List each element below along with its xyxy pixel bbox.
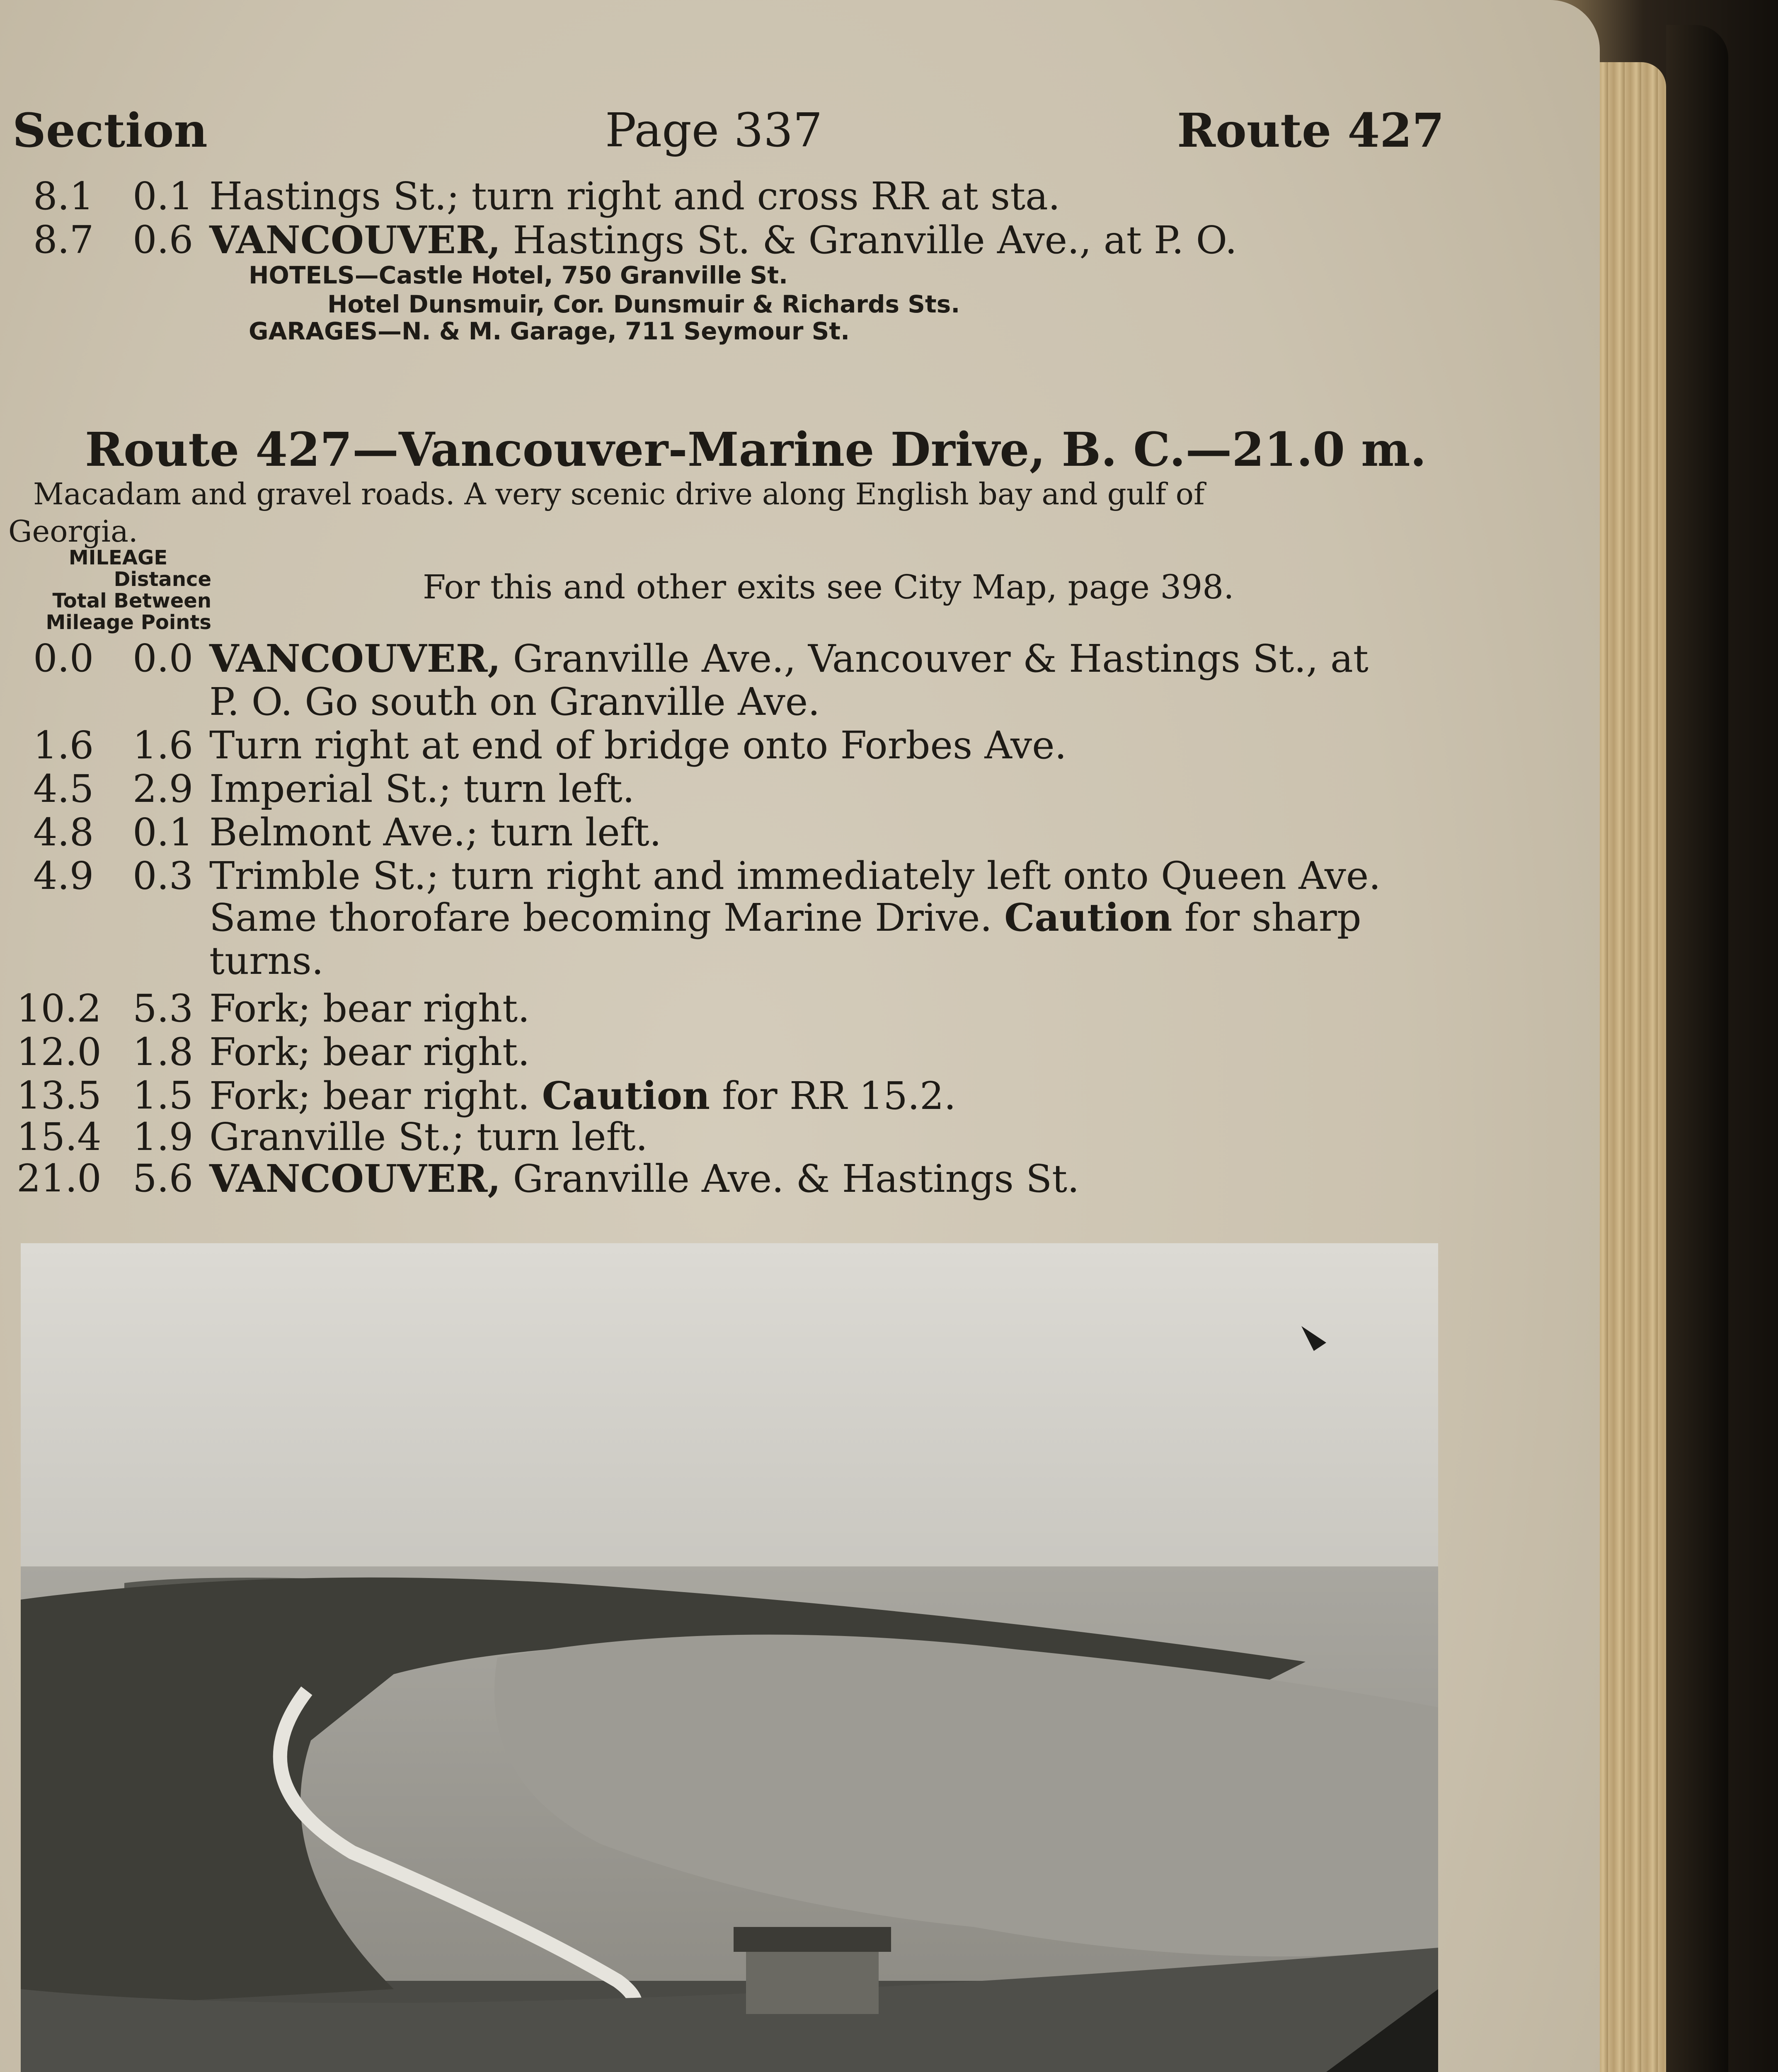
route-description: Macadam and gravel roads. A very scenic drive along English bay and gulf of <box>33 477 1205 511</box>
distance: 0.0 <box>133 636 194 680</box>
photo-illustration <box>21 1243 1438 2072</box>
distance: 0.1 <box>133 810 194 854</box>
direction-continuation: P. O. Go south on Granville Ave. <box>209 680 820 724</box>
place-name: VANCOUVER, <box>209 1156 501 1201</box>
direction-text: Fork; bear right. <box>209 986 530 1031</box>
distance: 5.3 <box>133 986 194 1031</box>
distance: 1.8 <box>133 1030 194 1074</box>
place-name: VANCOUVER, <box>209 636 501 681</box>
exits-note: For this and other exits see City Map, page 398. <box>423 568 1234 606</box>
mileage-label: MILEAGE <box>68 546 168 569</box>
direction-text <box>209 218 1237 262</box>
hotels-line: HOTELS—Castle Hotel, 750 Granville St. <box>249 261 788 289</box>
direction-text: Fork; bear right. <box>209 1030 530 1074</box>
caution-detail: for RR 15.2. <box>710 1074 956 1118</box>
direction-text: Trimble St.; turn right and immediately left onto Queen Ave. <box>209 854 1381 898</box>
direction-text: Imperial St.; turn left. <box>209 767 635 811</box>
total-mileage: 21.0 <box>17 1156 102 1201</box>
total-mileage: 8.1 <box>33 174 94 218</box>
place-name: VANCOUVER, <box>209 218 501 262</box>
total-between-label: Total Between <box>52 589 211 612</box>
distance: 1.9 <box>133 1115 194 1159</box>
book-cover <box>1666 25 1728 2072</box>
total-mileage: 4.8 <box>33 810 94 854</box>
total-mileage: 0.0 <box>33 636 94 680</box>
total-mileage: 13.5 <box>17 1073 102 1118</box>
header-page-number: Page 337 <box>605 104 823 157</box>
distance: 0.1 <box>133 174 194 218</box>
total-mileage: 15.4 <box>17 1115 102 1159</box>
caution-label: Caution <box>542 1073 710 1118</box>
total-mileage: 8.7 <box>33 218 94 262</box>
total-mileage: 1.6 <box>33 723 94 767</box>
route-title: Route 427—Vancouver-Marine Drive, B. C.—21.0 m. <box>85 423 1427 477</box>
header-section: Section <box>12 104 208 158</box>
mileage-points-label: Mileage Points <box>46 611 211 634</box>
direction-detail: Fork; bear right. <box>209 1074 542 1118</box>
distance: 0.6 <box>133 218 194 262</box>
direction-text <box>209 1073 956 1118</box>
caution-detail: for sharp <box>1172 896 1361 940</box>
direction-detail: Same thorofare becoming Marine Drive. <box>209 896 1005 940</box>
distance: 5.6 <box>133 1156 194 1201</box>
direction-text <box>209 636 1369 681</box>
distance: 1.6 <box>133 723 194 767</box>
route-description-cont: Georgia. <box>8 514 138 549</box>
total-mileage: 10.2 <box>17 986 102 1031</box>
total-mileage: 4.5 <box>33 767 94 811</box>
direction-detail: Granville Ave., Vancouver & Hastings St., at <box>501 637 1369 681</box>
distance: 1.5 <box>133 1073 194 1118</box>
caution-label: Caution <box>1004 895 1172 940</box>
direction-detail: Hastings St. & Granville Ave., at P. O. <box>501 218 1237 262</box>
header-route: Route 427 <box>1177 104 1444 158</box>
distance: 2.9 <box>133 767 194 811</box>
coast-drive-photo <box>21 1243 1438 2072</box>
distance: 0.3 <box>133 854 194 898</box>
direction-text <box>209 1156 1079 1201</box>
direction-continuation: turns. <box>209 939 324 983</box>
direction-text: Granville St.; turn left. <box>209 1115 648 1159</box>
direction-text: Turn right at end of bridge onto Forbes Ave. <box>209 723 1067 767</box>
direction-text: Belmont Ave.; turn left. <box>209 810 662 854</box>
mileage-column-header <box>25 547 211 633</box>
hotels-line: Hotel Dunsmuir, Cor. Dunsmuir & Richards Sts. <box>327 290 960 318</box>
direction-text: Hastings St.; turn right and cross RR at sta. <box>209 174 1061 218</box>
garages-line: GARAGES—N. & M. Garage, 711 Seymour St. <box>249 317 850 345</box>
distance-label: Distance <box>114 568 211 591</box>
total-mileage: 12.0 <box>17 1030 102 1074</box>
total-mileage: 4.9 <box>33 854 94 898</box>
direction-detail: Granville Ave. & Hastings St. <box>501 1157 1080 1201</box>
direction-continuation <box>209 895 1361 940</box>
